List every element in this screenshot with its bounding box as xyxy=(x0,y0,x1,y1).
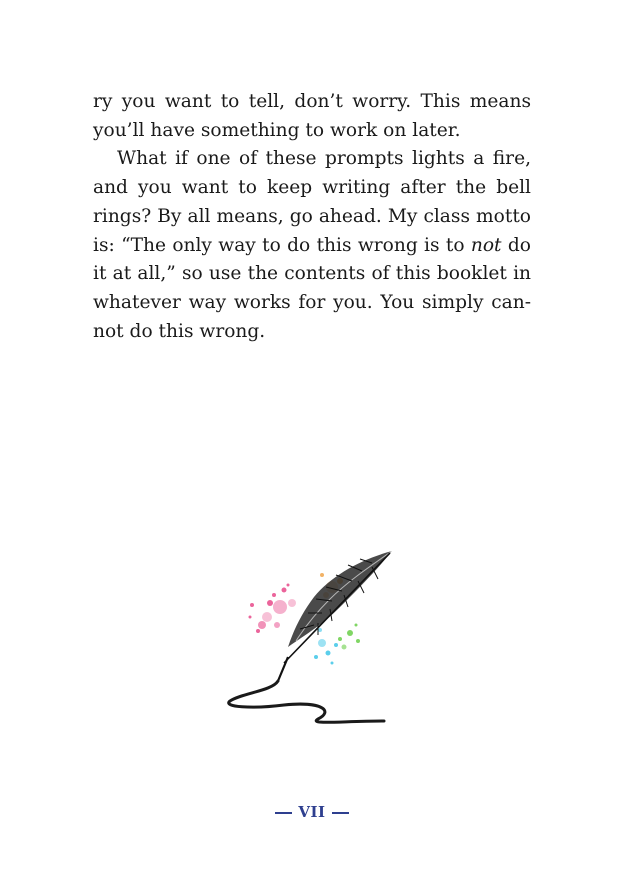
paragraph-2-text-a: What if one of these prompts lights a fire, and you want to keep writing after the bell rings? By all means, go ahead. My class motto is: “The only way to do this wrong is to xyxy=(93,148,531,256)
quill-nib xyxy=(278,657,288,681)
green-splash xyxy=(338,624,360,650)
quill-illustration-svg xyxy=(222,545,402,730)
emphasis-not: not xyxy=(470,234,502,256)
feather-vane xyxy=(288,551,392,647)
ink-swirl xyxy=(229,681,384,722)
pink-splash xyxy=(249,584,297,634)
quill-pen-with-ink-splash-icon xyxy=(222,545,402,730)
paragraph-1-text: ry you want to tell, don’t worry. This means you’ll have something to work on later. xyxy=(93,91,531,141)
page-number-text: VII xyxy=(298,803,326,821)
page-number xyxy=(0,803,624,821)
page-number-dash-right xyxy=(332,812,349,814)
paragraph-class-motto xyxy=(93,145,531,346)
paragraph-continuation xyxy=(93,88,531,145)
paragraph-2-text-b: do it at all,” so use the contents of this booklet in whatever way works for you. You simply cannot do this wrong. xyxy=(93,234,531,342)
body-text xyxy=(93,88,531,346)
page-number-dash-left xyxy=(275,812,292,814)
